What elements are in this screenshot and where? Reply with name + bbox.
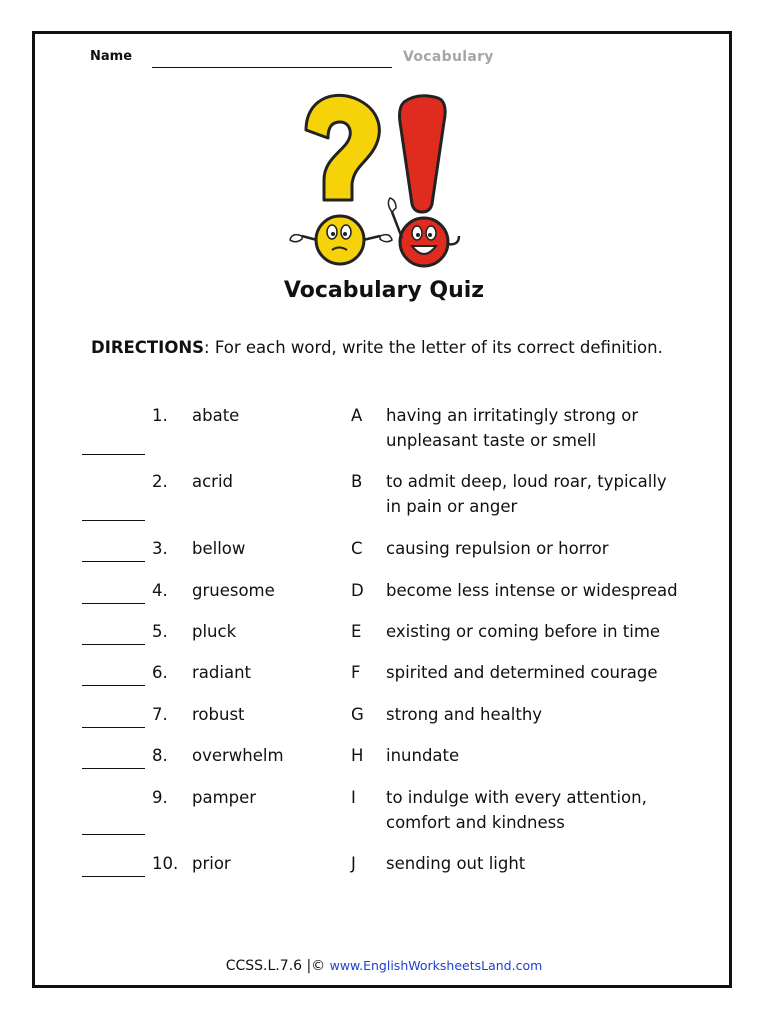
definition: become less intense or widespread <box>386 581 678 600</box>
item-number: 8. <box>152 746 168 765</box>
item-number: 9. <box>152 788 168 807</box>
definition-letter: G <box>351 705 364 724</box>
definition: causing repulsion or horror <box>386 539 609 558</box>
vocab-word: radiant <box>192 663 251 682</box>
answer-blank[interactable] <box>82 768 145 769</box>
definition: existing or coming before in time <box>386 622 661 641</box>
footer-standard: CCSS.L.7.6 |© <box>225 958 330 974</box>
definition: inundate <box>386 746 460 765</box>
item-number: 3. <box>152 539 168 558</box>
answer-blank[interactable] <box>82 685 145 686</box>
vocab-word: overwhelm <box>192 746 284 765</box>
definition: spirited and determined courage <box>386 663 658 682</box>
definition: having an irritatingly strong or unpleasant taste or smell <box>386 406 639 450</box>
item-number: 2. <box>152 472 168 491</box>
definition: to admit deep, loud roar, typically in pain or anger <box>386 472 667 516</box>
item-number: 4. <box>152 581 168 600</box>
answer-blank[interactable] <box>82 520 145 521</box>
item-number: 1. <box>152 406 168 425</box>
vocab-word: gruesome <box>192 581 275 600</box>
exclamation-mark-character-icon <box>388 96 459 266</box>
definition-letter: B <box>351 472 363 491</box>
vocab-word: pluck <box>192 622 237 641</box>
item-number: 6. <box>152 663 168 682</box>
answer-blank[interactable] <box>82 834 145 835</box>
vocab-word: robust <box>192 705 245 724</box>
quiz-title: Vocabulary Quiz <box>283 278 485 303</box>
definition-letter: H <box>351 746 364 765</box>
definition-letter: J <box>351 854 356 873</box>
answer-blank[interactable] <box>82 876 145 877</box>
definition-letter: A <box>351 406 363 425</box>
answer-blank[interactable] <box>82 603 145 604</box>
vocab-word: pamper <box>192 788 257 807</box>
definition: sending out light <box>386 854 526 873</box>
answer-blank[interactable] <box>82 454 145 455</box>
item-number: 7. <box>152 705 168 724</box>
definition-letter: D <box>351 581 364 600</box>
footer-url-link[interactable]: www.EnglishWorksheetsLand.com <box>329 958 543 973</box>
definition-letter: E <box>351 622 362 641</box>
vocab-word: bellow <box>192 539 246 558</box>
directions <box>91 338 663 357</box>
name-label: Name <box>90 49 133 64</box>
answer-blank[interactable] <box>82 727 145 728</box>
definition-letter: C <box>351 539 363 558</box>
directions-label: DIRECTIONS <box>91 338 205 357</box>
quiz-logo <box>284 92 484 277</box>
name-field[interactable] <box>152 67 392 68</box>
item-number: 5. <box>152 622 168 641</box>
definition-letter: I <box>351 788 356 807</box>
footer <box>0 958 768 974</box>
vocab-word: abate <box>192 406 240 425</box>
question-mark-character-icon <box>290 95 392 264</box>
definition-letter: F <box>351 663 361 682</box>
definition: strong and healthy <box>386 705 543 724</box>
worksheet-type: Vocabulary <box>403 49 494 65</box>
definition: to indulge with every attention, comfort and kindness <box>386 788 647 832</box>
vocab-word: prior <box>192 854 231 873</box>
directions-text: : For each word, write the letter of its correct definition. <box>204 338 663 357</box>
answer-blank[interactable] <box>82 561 145 562</box>
item-number: 10. <box>152 854 179 873</box>
vocab-word: acrid <box>192 472 234 491</box>
answer-blank[interactable] <box>82 644 145 645</box>
